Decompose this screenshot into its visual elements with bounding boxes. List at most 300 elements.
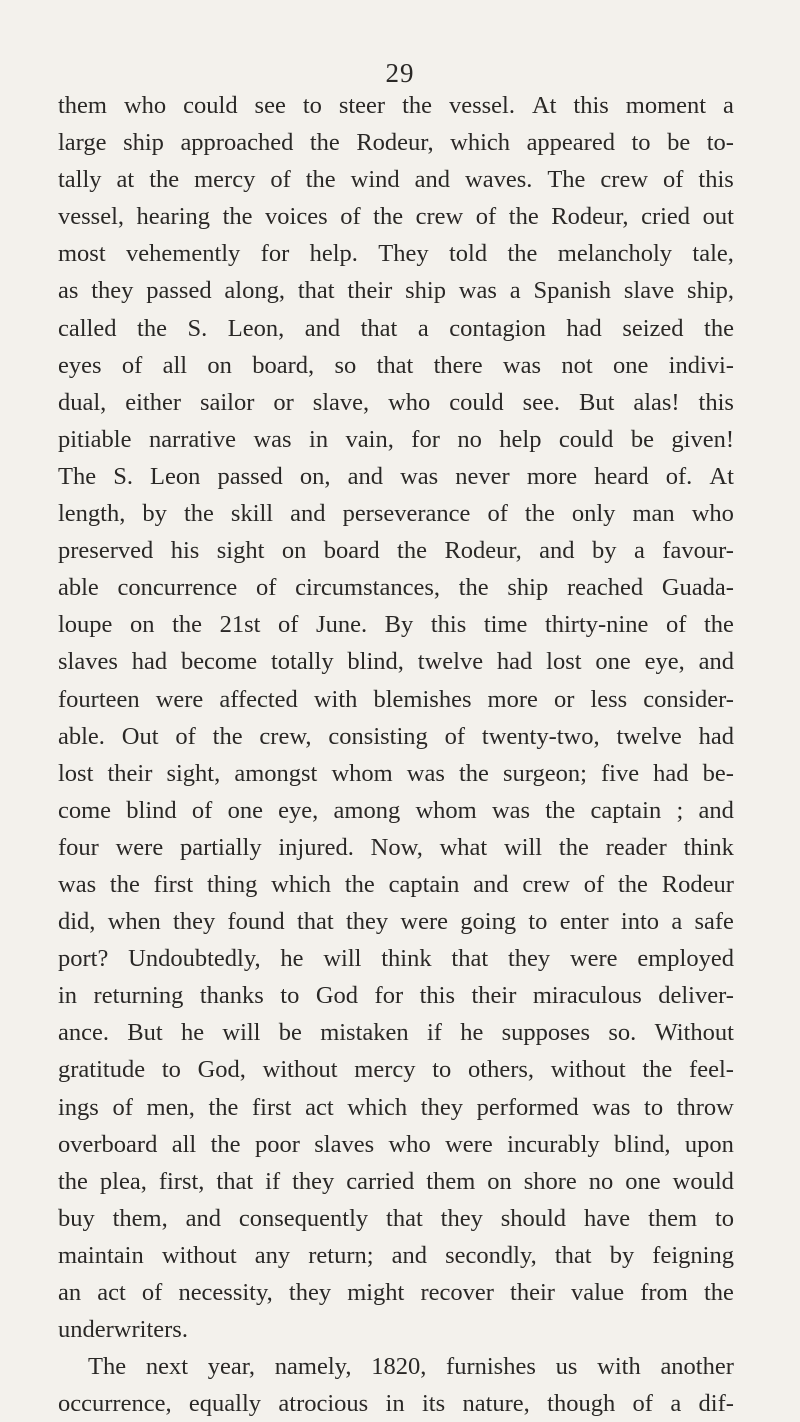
word: there xyxy=(433,351,483,379)
word: and xyxy=(698,648,734,676)
word: of xyxy=(665,611,687,639)
text-line xyxy=(58,1237,734,1274)
word: was xyxy=(58,870,97,898)
word: vain, xyxy=(345,425,394,453)
text-line xyxy=(58,1311,734,1348)
word: and xyxy=(539,537,575,565)
word: melancholy xyxy=(557,240,673,268)
word: totally xyxy=(270,648,334,676)
word: with xyxy=(313,685,358,713)
word: which xyxy=(271,870,332,898)
word: incurably xyxy=(507,1130,600,1158)
word: when xyxy=(107,908,161,936)
word: into xyxy=(620,908,660,936)
word: Rodeur xyxy=(661,870,734,898)
text-line xyxy=(58,606,734,643)
word: without xyxy=(262,1056,338,1084)
word: slave, xyxy=(312,388,370,416)
word: port? xyxy=(58,945,109,973)
text-line xyxy=(58,1274,734,1311)
word: on xyxy=(487,1167,512,1195)
word: was xyxy=(400,462,439,490)
text-line xyxy=(58,272,734,309)
word: one xyxy=(595,648,631,676)
word: were xyxy=(445,1130,493,1158)
word: pitiable xyxy=(58,425,132,453)
word: heard xyxy=(594,462,649,490)
word: But xyxy=(578,388,615,416)
body-text xyxy=(58,87,734,1422)
word: all xyxy=(162,351,188,379)
word: ings xyxy=(58,1093,99,1121)
word: the xyxy=(210,1130,241,1158)
text-line xyxy=(58,755,734,792)
word: four xyxy=(58,833,99,861)
text-line xyxy=(58,643,734,680)
word: their xyxy=(510,1279,555,1306)
word: ship xyxy=(507,574,549,602)
text-line xyxy=(58,1051,734,1088)
word: the xyxy=(305,166,336,194)
word: only xyxy=(571,500,616,528)
word: consider- xyxy=(643,685,734,713)
word: for xyxy=(374,982,404,1010)
word: could xyxy=(449,388,504,416)
word: what xyxy=(439,833,488,861)
word: God, xyxy=(197,1056,246,1084)
word: help xyxy=(499,425,542,453)
word: plea, xyxy=(99,1167,147,1195)
word: S. xyxy=(113,462,133,490)
word: that xyxy=(296,908,334,936)
word: be- xyxy=(702,759,734,787)
word: be xyxy=(278,1019,302,1047)
word: others, xyxy=(468,1056,535,1084)
word: Leon, xyxy=(227,314,285,342)
word: man xyxy=(632,500,675,528)
word: safe xyxy=(694,908,734,936)
word: whom xyxy=(331,759,393,787)
word: any xyxy=(254,1241,291,1269)
word: them xyxy=(648,1204,698,1232)
text-line xyxy=(58,1014,734,1051)
word: and xyxy=(414,166,451,194)
text-line xyxy=(58,124,734,161)
word: they xyxy=(173,908,216,936)
word: captain xyxy=(590,796,662,824)
word: of xyxy=(632,1390,653,1418)
word: will xyxy=(222,1019,261,1047)
word: of xyxy=(270,166,291,194)
word: who xyxy=(388,1130,431,1158)
word: the xyxy=(703,1279,734,1306)
text-line xyxy=(58,421,734,458)
word: and xyxy=(698,796,734,824)
word: buy xyxy=(58,1204,95,1232)
word: for xyxy=(260,240,290,268)
word: among xyxy=(333,796,401,824)
word: along, xyxy=(224,277,285,305)
text-line xyxy=(58,1089,734,1126)
text-line xyxy=(58,495,734,532)
word: in xyxy=(309,425,329,453)
word: this xyxy=(698,388,734,416)
word: alas! xyxy=(633,388,680,416)
word: either xyxy=(125,388,182,416)
word: might xyxy=(347,1279,405,1306)
word: vehemently xyxy=(126,240,241,268)
word: reached xyxy=(566,574,644,602)
word: in xyxy=(58,982,78,1010)
word: the xyxy=(212,722,243,750)
word: and xyxy=(347,462,383,490)
word: first xyxy=(252,1093,292,1121)
word: passed xyxy=(217,462,283,490)
word: sight xyxy=(216,537,265,565)
word: was xyxy=(458,277,497,305)
word: and xyxy=(391,1241,428,1269)
word: seized xyxy=(622,314,684,342)
word: cried xyxy=(641,203,691,231)
word: to xyxy=(528,908,548,936)
word: will xyxy=(504,833,543,861)
word: not xyxy=(561,351,593,379)
word: injured. xyxy=(278,833,354,861)
word: twenty-two, xyxy=(481,722,600,750)
word: large xyxy=(58,129,107,157)
word: blind xyxy=(126,796,177,824)
word: vessel, xyxy=(58,203,124,231)
word: were xyxy=(569,945,618,973)
word: he xyxy=(180,1019,205,1047)
word: were xyxy=(155,685,204,713)
word: without xyxy=(161,1241,237,1269)
word: dual, xyxy=(58,388,107,416)
word: going xyxy=(460,908,517,936)
word: and xyxy=(473,870,509,898)
word: employed xyxy=(637,945,734,973)
word: contagion xyxy=(449,314,546,342)
word: one xyxy=(227,796,263,824)
word: enter xyxy=(559,908,609,936)
word: was xyxy=(406,759,445,787)
word: told xyxy=(448,240,488,268)
word: the xyxy=(109,870,140,898)
word: namely, xyxy=(274,1353,352,1381)
word: Undoubtedly, xyxy=(128,945,261,973)
word: sight, xyxy=(166,759,221,787)
word: never xyxy=(455,462,510,490)
word: partially xyxy=(179,833,262,861)
word: no xyxy=(457,425,482,453)
word: his xyxy=(170,537,200,565)
word: of xyxy=(663,166,684,194)
word: and xyxy=(304,314,341,342)
word: tally xyxy=(58,166,102,194)
word: of xyxy=(487,500,508,528)
word: to xyxy=(161,1056,181,1084)
text-line xyxy=(58,161,734,198)
text-line xyxy=(58,198,734,235)
word: a xyxy=(633,537,645,565)
word: God xyxy=(315,982,359,1010)
word: to xyxy=(644,1093,664,1121)
word: passed xyxy=(146,277,212,305)
word: they xyxy=(420,1093,463,1121)
word: returning xyxy=(93,982,184,1010)
word: consisting xyxy=(328,722,428,750)
word: slave xyxy=(623,277,675,305)
word: did, xyxy=(58,908,96,936)
word: they xyxy=(91,277,134,305)
word: skill xyxy=(230,500,274,528)
word: could xyxy=(558,425,614,453)
word: most xyxy=(58,240,106,268)
word: mercy xyxy=(194,166,256,194)
word: given! xyxy=(671,425,734,453)
word: of xyxy=(255,574,277,602)
word: the xyxy=(704,314,734,342)
word: poor xyxy=(254,1130,300,1158)
word: a xyxy=(671,908,683,936)
word: had xyxy=(131,648,168,676)
word: voices xyxy=(265,203,328,231)
word: on xyxy=(207,351,232,379)
word: they xyxy=(345,908,389,936)
word: to xyxy=(432,1056,452,1084)
word: the xyxy=(642,1056,673,1084)
word: eye, xyxy=(278,796,319,824)
word: ; xyxy=(676,796,684,824)
word: But xyxy=(127,1019,163,1047)
word: by xyxy=(142,500,167,528)
word: circumstances, xyxy=(295,574,440,602)
word: another xyxy=(660,1353,734,1381)
word: more xyxy=(487,685,538,713)
word: performed xyxy=(476,1093,579,1121)
word: June. xyxy=(316,611,368,639)
word: At xyxy=(709,462,734,490)
page-number: 29 xyxy=(385,58,415,88)
word: Without xyxy=(654,1019,734,1047)
word: this xyxy=(430,611,467,639)
word: crew xyxy=(600,166,649,194)
word: affected xyxy=(219,685,298,713)
word: blind, xyxy=(347,648,404,676)
word: eye, xyxy=(644,648,685,676)
word: The xyxy=(88,1353,127,1381)
word: shore xyxy=(523,1167,577,1195)
word: able xyxy=(58,574,99,602)
word: underwriters. xyxy=(58,1316,188,1344)
word: the xyxy=(58,1167,88,1195)
word: out xyxy=(702,203,734,231)
word: fourteen xyxy=(58,685,140,713)
word: or xyxy=(273,388,294,416)
word: was xyxy=(592,1093,631,1121)
word: favour- xyxy=(662,537,734,565)
word: the xyxy=(172,611,203,639)
word: of xyxy=(112,1093,133,1121)
word: of xyxy=(340,203,361,231)
word: of xyxy=(583,870,605,898)
word: so. xyxy=(608,1019,637,1047)
word: they xyxy=(292,1167,335,1195)
word: see. xyxy=(522,388,561,416)
word: at xyxy=(116,166,135,194)
text-line xyxy=(58,903,734,940)
word: had xyxy=(566,314,602,342)
word: the xyxy=(149,166,180,194)
word: atrocious xyxy=(278,1390,369,1418)
word: they xyxy=(507,945,551,973)
word: Leon xyxy=(150,462,201,490)
word: could xyxy=(183,92,238,119)
word: first, xyxy=(158,1167,205,1195)
word: appeared xyxy=(526,129,615,157)
word: that xyxy=(451,945,489,973)
word: that xyxy=(297,277,335,305)
word: ship xyxy=(405,277,446,305)
word: the xyxy=(137,314,167,342)
word: the xyxy=(545,796,576,824)
text-line xyxy=(58,1163,734,1200)
word: five xyxy=(600,759,640,787)
word: board, xyxy=(252,351,315,379)
word: necessity, xyxy=(178,1279,273,1306)
word: perseverance xyxy=(342,500,471,528)
word: loupe xyxy=(58,611,113,639)
word: of xyxy=(191,796,213,824)
word: he xyxy=(280,945,304,973)
word: able. xyxy=(58,722,105,750)
word: secondly, xyxy=(445,1241,537,1269)
word: of xyxy=(141,1279,163,1306)
word: captain xyxy=(388,870,460,898)
word: slaves xyxy=(58,648,118,676)
word: that xyxy=(376,351,414,379)
word: a xyxy=(509,277,521,305)
word: The xyxy=(547,166,586,194)
word: to xyxy=(280,982,300,1010)
word: found xyxy=(227,908,285,936)
word: supposes xyxy=(501,1019,591,1047)
word: vessel. xyxy=(448,92,515,119)
word: their xyxy=(347,277,393,305)
word: think xyxy=(381,945,432,973)
word: of xyxy=(475,203,497,231)
text-line xyxy=(58,792,734,829)
word: miraculous xyxy=(532,982,642,1010)
text-line xyxy=(58,1348,734,1385)
word: one xyxy=(612,351,649,379)
word: this xyxy=(573,92,609,119)
word: to xyxy=(631,129,651,157)
word: Rodeur, xyxy=(551,203,629,231)
word: so xyxy=(334,351,357,379)
word: and xyxy=(290,500,326,528)
text-line xyxy=(58,347,734,384)
word: were xyxy=(115,833,164,861)
word: this xyxy=(419,982,455,1010)
word: The xyxy=(58,462,97,490)
word: the xyxy=(208,1093,239,1121)
word: less xyxy=(590,685,628,713)
word: be xyxy=(630,425,654,453)
word: a xyxy=(417,314,429,342)
word: of xyxy=(121,351,143,379)
word: board xyxy=(323,537,380,565)
word: was xyxy=(253,425,292,453)
word: reader xyxy=(605,833,667,861)
word: who xyxy=(691,500,734,528)
word: men, xyxy=(146,1093,195,1121)
word: all xyxy=(171,1130,197,1158)
word: of xyxy=(444,722,466,750)
word: Out xyxy=(121,722,159,750)
word: their xyxy=(107,759,153,787)
word: crew, xyxy=(259,722,312,750)
word: the xyxy=(508,203,539,231)
word: the xyxy=(402,92,432,119)
word: us xyxy=(555,1353,578,1381)
word: their xyxy=(471,982,517,1010)
word: thirty-nine xyxy=(544,611,649,639)
text-line xyxy=(58,569,734,606)
word: thanks xyxy=(199,982,264,1010)
word: indivi- xyxy=(668,351,734,379)
word: year, xyxy=(207,1353,256,1381)
word: 1820, xyxy=(371,1353,427,1381)
word: its xyxy=(421,1390,446,1418)
word: would xyxy=(672,1167,734,1195)
word: act xyxy=(305,1093,334,1121)
word: this xyxy=(698,166,734,194)
word: the xyxy=(617,870,648,898)
word: the xyxy=(558,833,589,861)
word: more xyxy=(526,462,578,490)
word: ance. xyxy=(58,1019,109,1047)
word: lost xyxy=(58,759,94,787)
text-line xyxy=(58,1126,734,1163)
word: hearing xyxy=(136,203,211,231)
text-line xyxy=(58,1200,734,1237)
word: S. xyxy=(187,314,208,342)
word: that xyxy=(360,314,398,342)
word: they xyxy=(440,1204,483,1232)
word: furnishes xyxy=(446,1353,536,1381)
word: on xyxy=(130,611,155,639)
word: will xyxy=(323,945,362,973)
word: whom xyxy=(415,796,477,824)
word: gratitude xyxy=(58,1056,146,1084)
word: that xyxy=(554,1241,592,1269)
word: of xyxy=(175,722,196,750)
word: that xyxy=(386,1204,423,1232)
word: slaves xyxy=(314,1130,375,1158)
word: consequently xyxy=(238,1204,369,1232)
word: the xyxy=(507,240,538,268)
word: from xyxy=(640,1279,688,1306)
word: ship, xyxy=(687,277,734,305)
word: crew xyxy=(522,870,570,898)
word: steer xyxy=(338,92,386,119)
word: the xyxy=(397,537,427,565)
word: come xyxy=(58,796,112,824)
word: have xyxy=(583,1204,631,1232)
word: had xyxy=(698,722,734,750)
word: amongst xyxy=(234,759,318,787)
